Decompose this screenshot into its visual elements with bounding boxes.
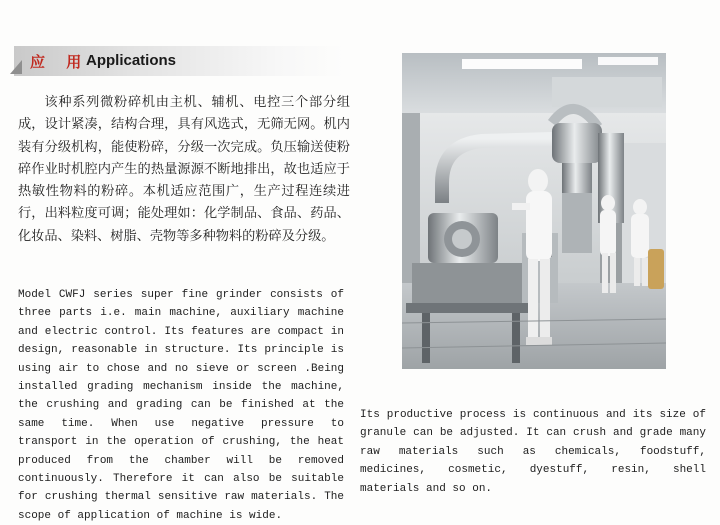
header-corner-mark <box>10 60 22 74</box>
chinese-description <box>18 92 350 248</box>
section-title-cn: 应 用 <box>30 53 90 71</box>
chinese-paragraph: 该种系列微粉碎机由主机、辅机、电控三个部分组成，设计紧凑，结构合理，具有风选式，无筛无网。机内装有分级机构，能使粉碎，分级一次完成。负压输送使粉碎作业时机腔内产生的热量源源不断地排出，故也适应于热敏性物料的粉碎。本机适应范围广，生产过程连续进行，出料粒度可调；能处理如：化学制品、食品、药品、化妆品、染料、树脂、壳物等多种物料的粉碎及分级。 <box>18 95 350 244</box>
factory-photo-icon <box>402 53 666 369</box>
english-paragraph-left: Model CWFJ series super fine grinder consists of three parts i.e. main machine, auxiliary machine and electric control. Its features are compact in design, reasonable in structure. Its principle is using air to chose and no sieve or screen .Being installed grading mechanism inside the machine, the crushing and grading can be finished at the same time. When use negative pressure to transport in the operation of crushing, the heat produced from the chamber will be removed continuously. Therefore it can also be suitable for crushing thermal sensitive raw materials. The scope of application of machine is wide. <box>18 289 344 522</box>
factory-photo <box>402 53 666 369</box>
section-title-en: Applications <box>86 52 177 69</box>
english-description-left <box>18 286 344 525</box>
english-description-right <box>360 406 706 498</box>
english-paragraph-right: Its productive process is continuous and its size of granule can be adjusted. It can crush and grade many raw materials such as chemicals, foodstuff, medicines, cosmetic, dyestuff, resin, shell materials and so on. <box>360 409 706 495</box>
